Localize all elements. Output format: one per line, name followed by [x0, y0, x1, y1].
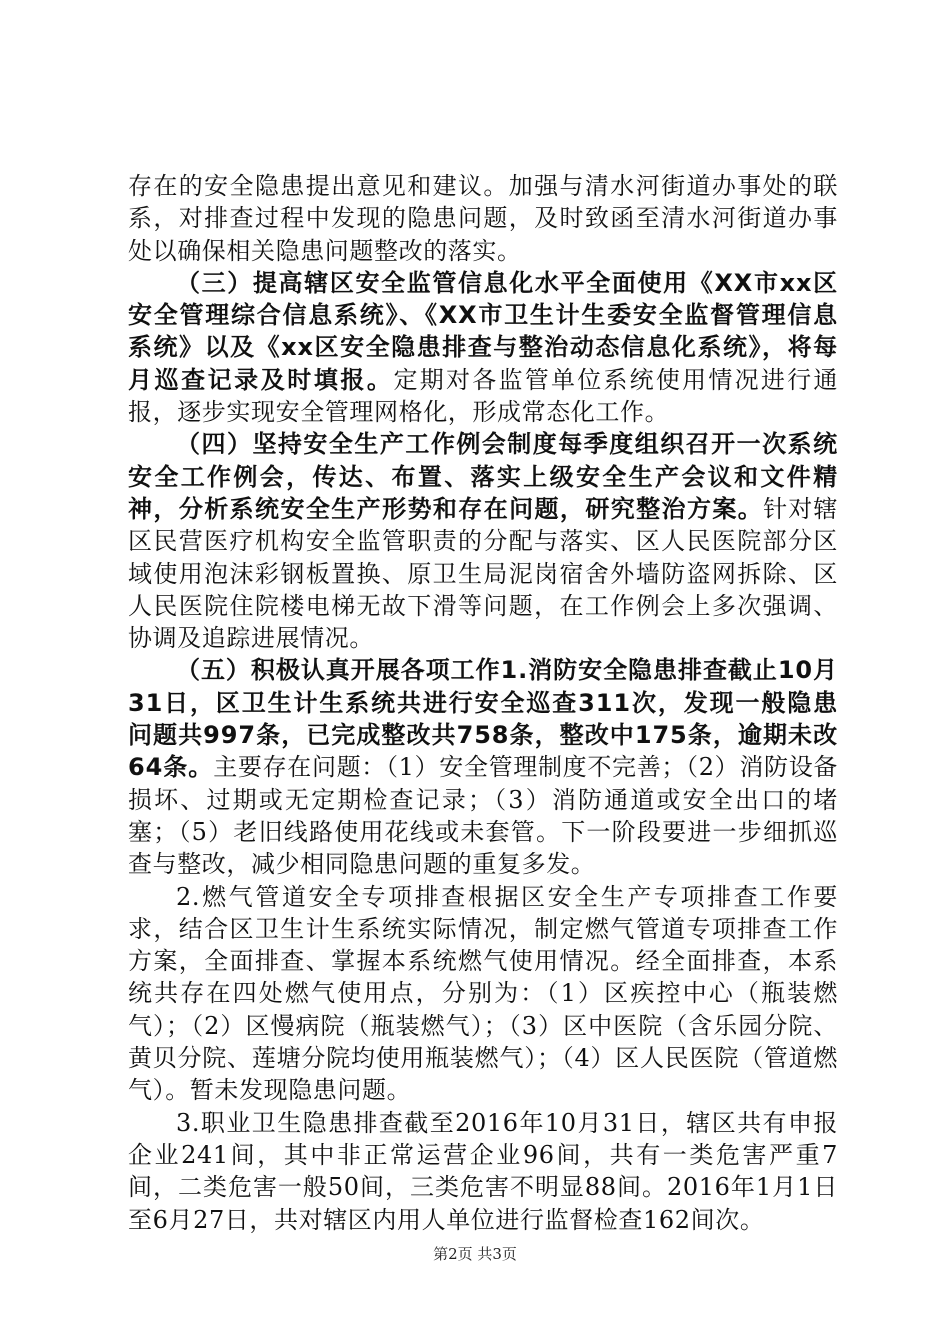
- page-number-footer: 第2页 共3页: [433, 1245, 517, 1263]
- paragraph-text: 2.燃气管道安全专项排查根据区安全生产专项排查工作要求，结合区卫生计生系统实际情况，制定燃气管道专项排查工作方案，全面排查、掌握本系统燃气使用情况。经全面排查，本系统共存在四处燃气使用点，分别为：（1）区疾控中心（瓶装燃气）；（2）区慢病院（瓶装燃气）；（3）区中医院（含乐园分院、黄贝分院、莲塘分院均使用瓶装燃气）；（4）区人民医院（管道燃气）。暂未发现隐患问题。: [128, 882, 838, 1105]
- paragraph-text: 3.职业卫生隐患排查截至2016年10月31日，辖区共有申报企业241间，其中非正常运营企业96间，共有一类危害严重7间，二类危害一般50间，三类危害不明显88间。2016年1月1日至6月27日，共对辖区内用人单位进行监督检查162间次。: [128, 1108, 838, 1234]
- paragraph-section-5: [128, 654, 838, 880]
- paragraph-text: 定期对各监管单位系统使用情况进行通报，逐步实现安全管理网格化，形成常态化工作。: [128, 365, 839, 427]
- paragraph-occupational-health: [128, 1107, 838, 1236]
- paragraph-text: 存在的安全隐患提出意见和建议。加强与清水河街道办事处的联系，对排查过程中发现的隐患问题，及时致函至清水河街道办事处以确保相关隐患问题整改的落实。: [128, 172, 838, 265]
- document-body: [128, 170, 838, 1236]
- paragraph-continuation: [128, 170, 838, 267]
- section-heading: （三）提高辖区安全监管信息化水平全面使用《XX市xx区安全管理综合信息系统》、《XX市卫生计生委安全监督管理信息系统》以及《xx区安全隐患排查与整治动态信息化系统》，将每月巡查记录及时填报。: [128, 268, 838, 394]
- paragraph-section-4: [128, 428, 838, 654]
- paragraph-gas-pipeline: [128, 881, 838, 1107]
- paragraph-text: 主要存在问题：（1）安全管理制度不完善；（2）消防设备损坏、过期或无定期检查记录；（3）消防通道或安全出口的堵塞；（5）老旧线路使用花线或未套管。下一阶段要进一步细抓巡查与整改，减少相同隐患问题的重复多发。: [128, 753, 838, 879]
- paragraph-text: 针对辖区民营医疗机构安全监管职责的分配与落实、区人民医院部分区域使用泡沫彩钢板置换、原卫生局泥岗宿舍外墙防盗网拆除、区人民医院住院楼电梯无故下滑等问题，在工作例会上多次强调、协调及追踪进展情况。: [128, 494, 838, 653]
- section-heading: （四）坚持安全生产工作例会制度每季度组织召开一次系统安全工作例会，传达、布置、落实上级安全生产会议和文件精神，分析系统安全生产形势和存在问题，研究整治方案。: [128, 430, 838, 523]
- section-heading: （五）积极认真开展各项工作1.消防安全隐患排查截止10月31日，区卫生计生系统共进行安全巡查311次，发现一般隐患问题共997条，已完成整改共758条，整改中175条，逾期未改64条。: [128, 656, 838, 782]
- paragraph-section-3: [128, 267, 838, 428]
